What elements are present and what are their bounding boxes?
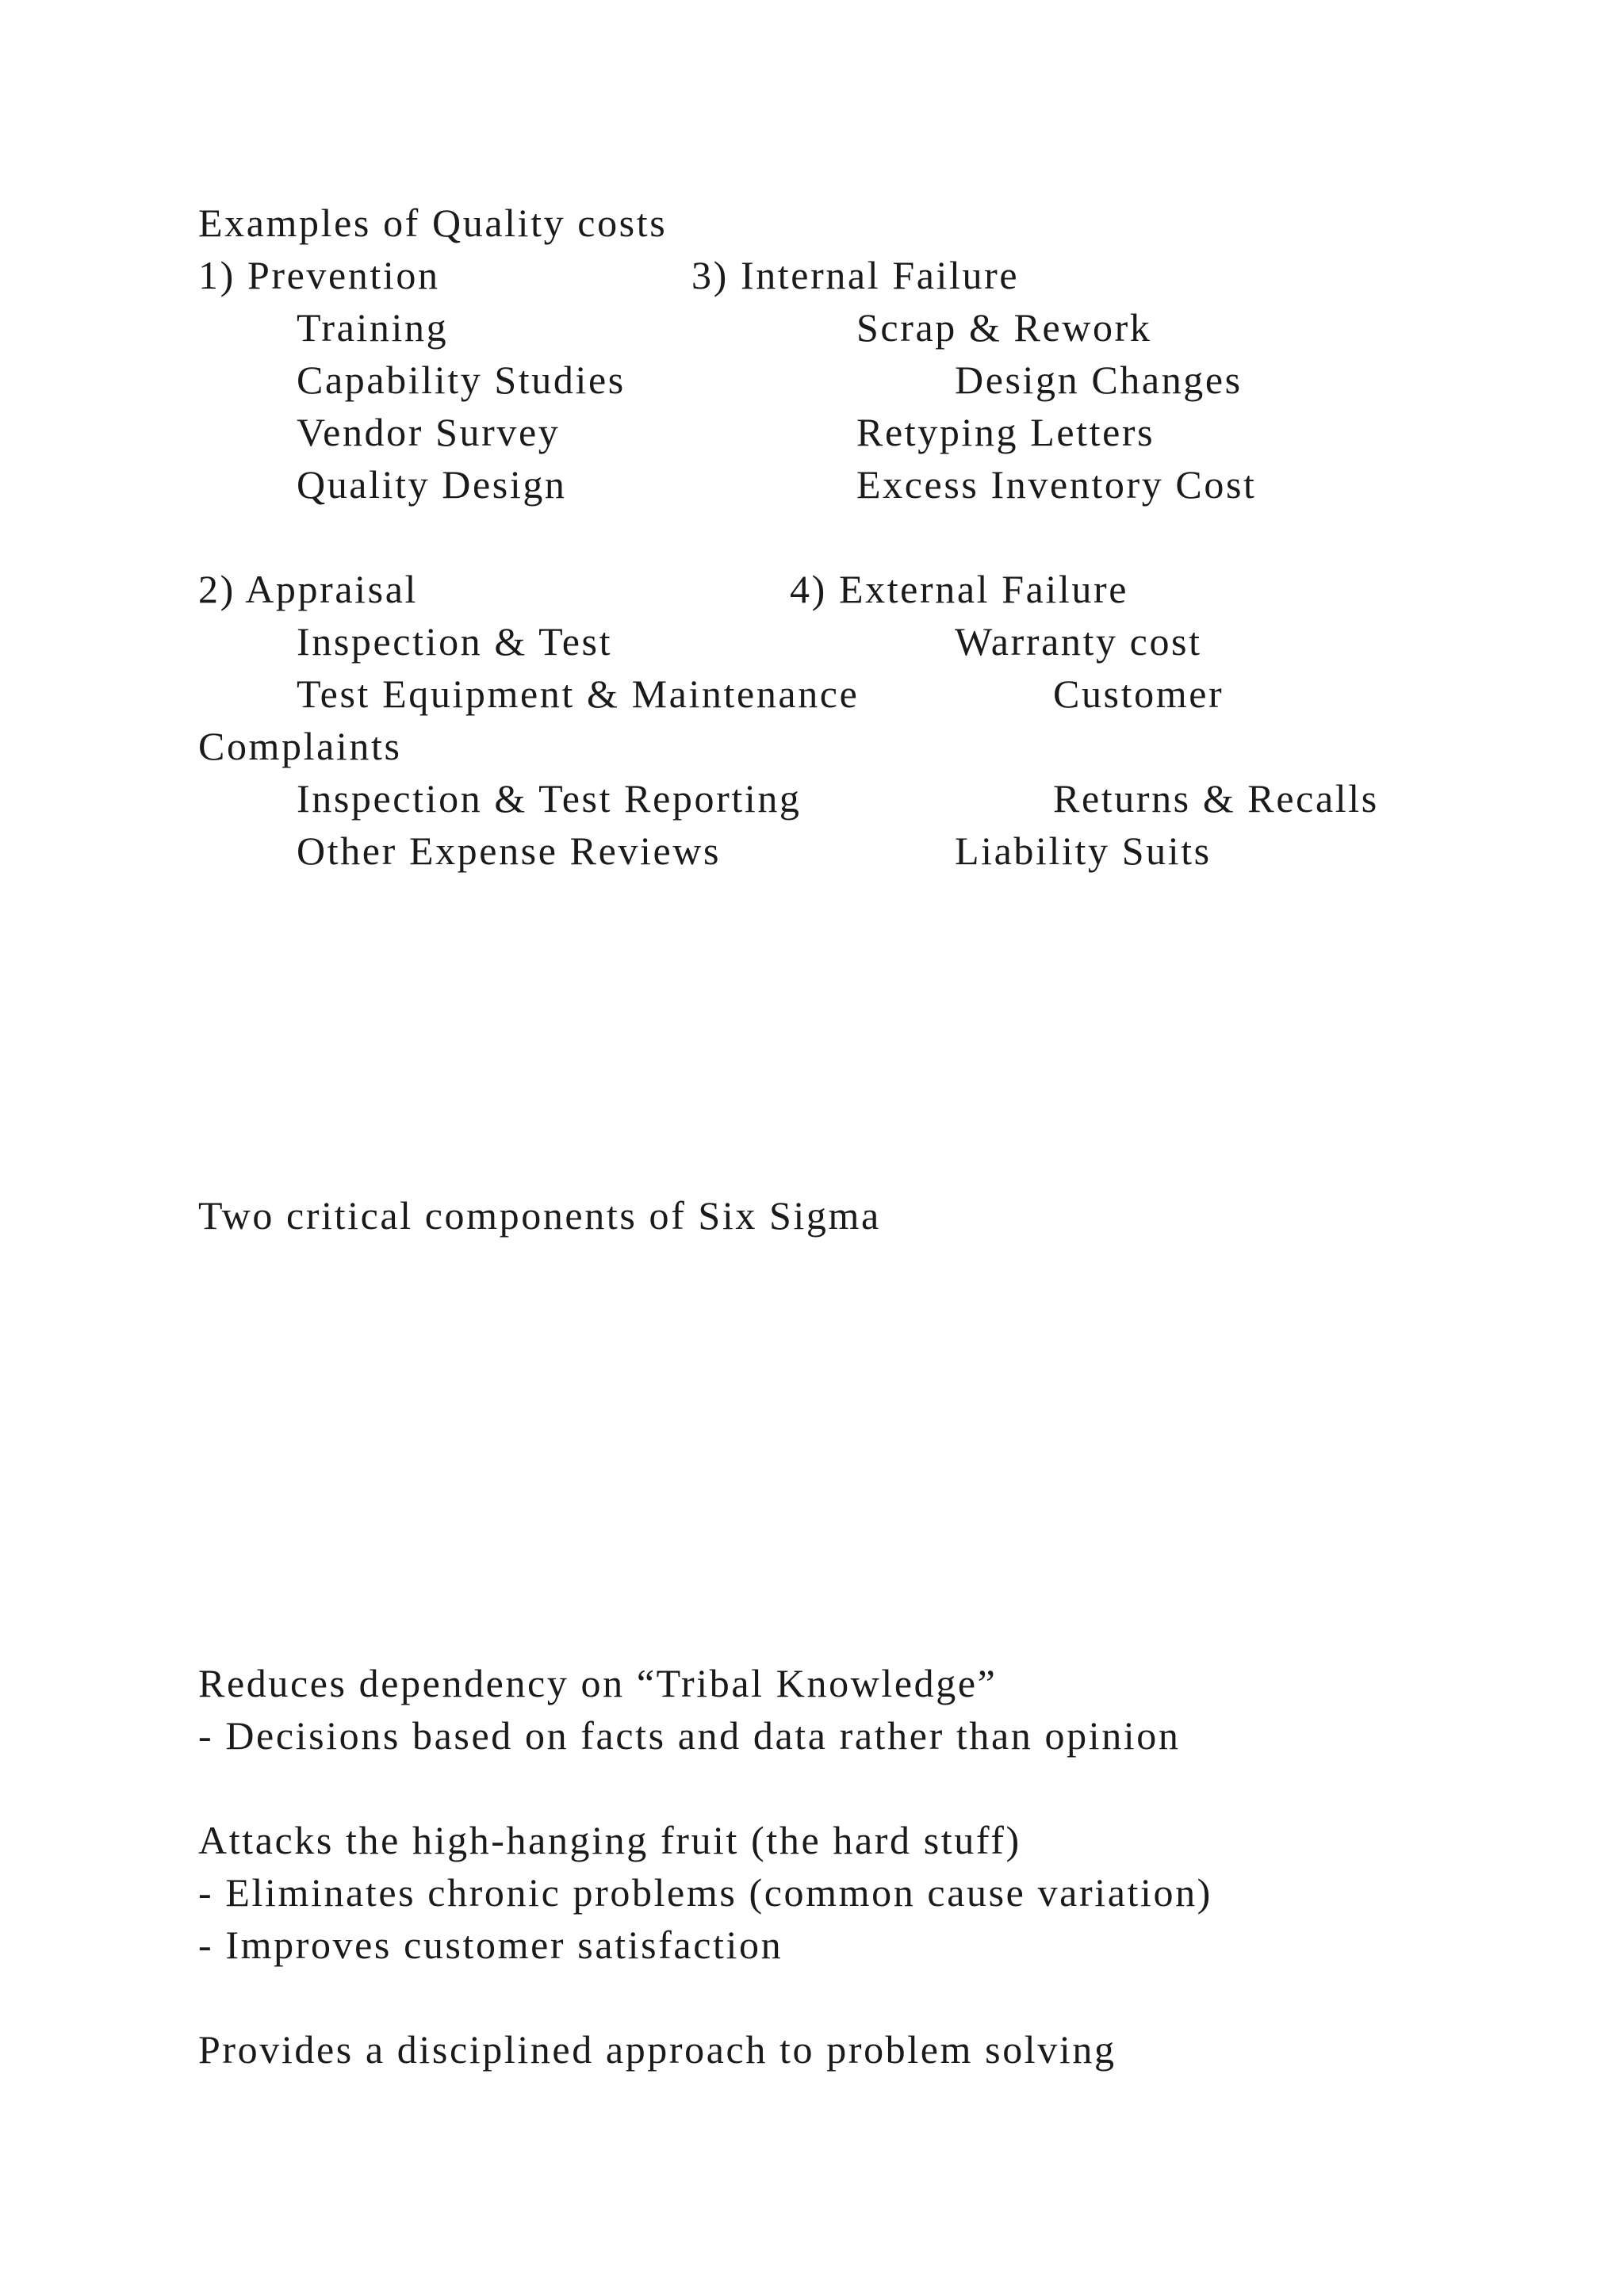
prevention-item: Capability Studies (297, 358, 626, 402)
appraisal-heading: 2) Appraisal (198, 567, 418, 611)
appraisal-item: Inspection & Test (297, 619, 613, 664)
six-sigma-title: Two critical components of Six Sigma (198, 1193, 881, 1238)
internal-failure-item: Design Changes (955, 358, 1243, 402)
internal-failure-item: Excess Inventory Cost (856, 462, 1257, 507)
external-failure-heading: 4) External Failure (790, 567, 1129, 611)
appraisal-item: Test Equipment & Maintenance (297, 672, 860, 716)
prevention-heading: 1) Prevention (198, 253, 440, 297)
six-sigma-point-detail: - Decisions based on facts and data rather than opinion (198, 1713, 1181, 1758)
six-sigma-point-heading: Attacks the high-hanging fruit (the hard stuff) (198, 1818, 1021, 1862)
internal-failure-item: Scrap & Rework (856, 305, 1152, 350)
prevention-item: Quality Design (297, 462, 567, 507)
appraisal-item: Inspection & Test Reporting (297, 776, 802, 821)
external-failure-item: Liability Suits (955, 828, 1212, 873)
six-sigma-point-heading: Provides a disciplined approach to problem solving (198, 2027, 1116, 2072)
appraisal-item: Other Expense Reviews (297, 828, 722, 873)
internal-failure-heading: 3) Internal Failure (691, 253, 1020, 297)
internal-failure-item: Retyping Letters (856, 410, 1155, 454)
prevention-item: Training (297, 305, 449, 350)
external-failure-item: Warranty cost (955, 619, 1202, 664)
six-sigma-point-detail: - Eliminates chronic problems (common cause variation) (198, 1870, 1212, 1915)
external-failure-item: Returns & Recalls (1053, 776, 1379, 821)
external-failure-item: Complaints (198, 724, 402, 768)
prevention-item: Vendor Survey (297, 410, 561, 454)
external-failure-item: Customer (1053, 672, 1224, 716)
six-sigma-point-detail: - Improves customer satisfaction (198, 1923, 783, 1967)
six-sigma-point-heading: Reduces dependency on “Tribal Knowledge” (198, 1661, 998, 1705)
quality-costs-title: Examples of Quality costs (198, 201, 668, 245)
